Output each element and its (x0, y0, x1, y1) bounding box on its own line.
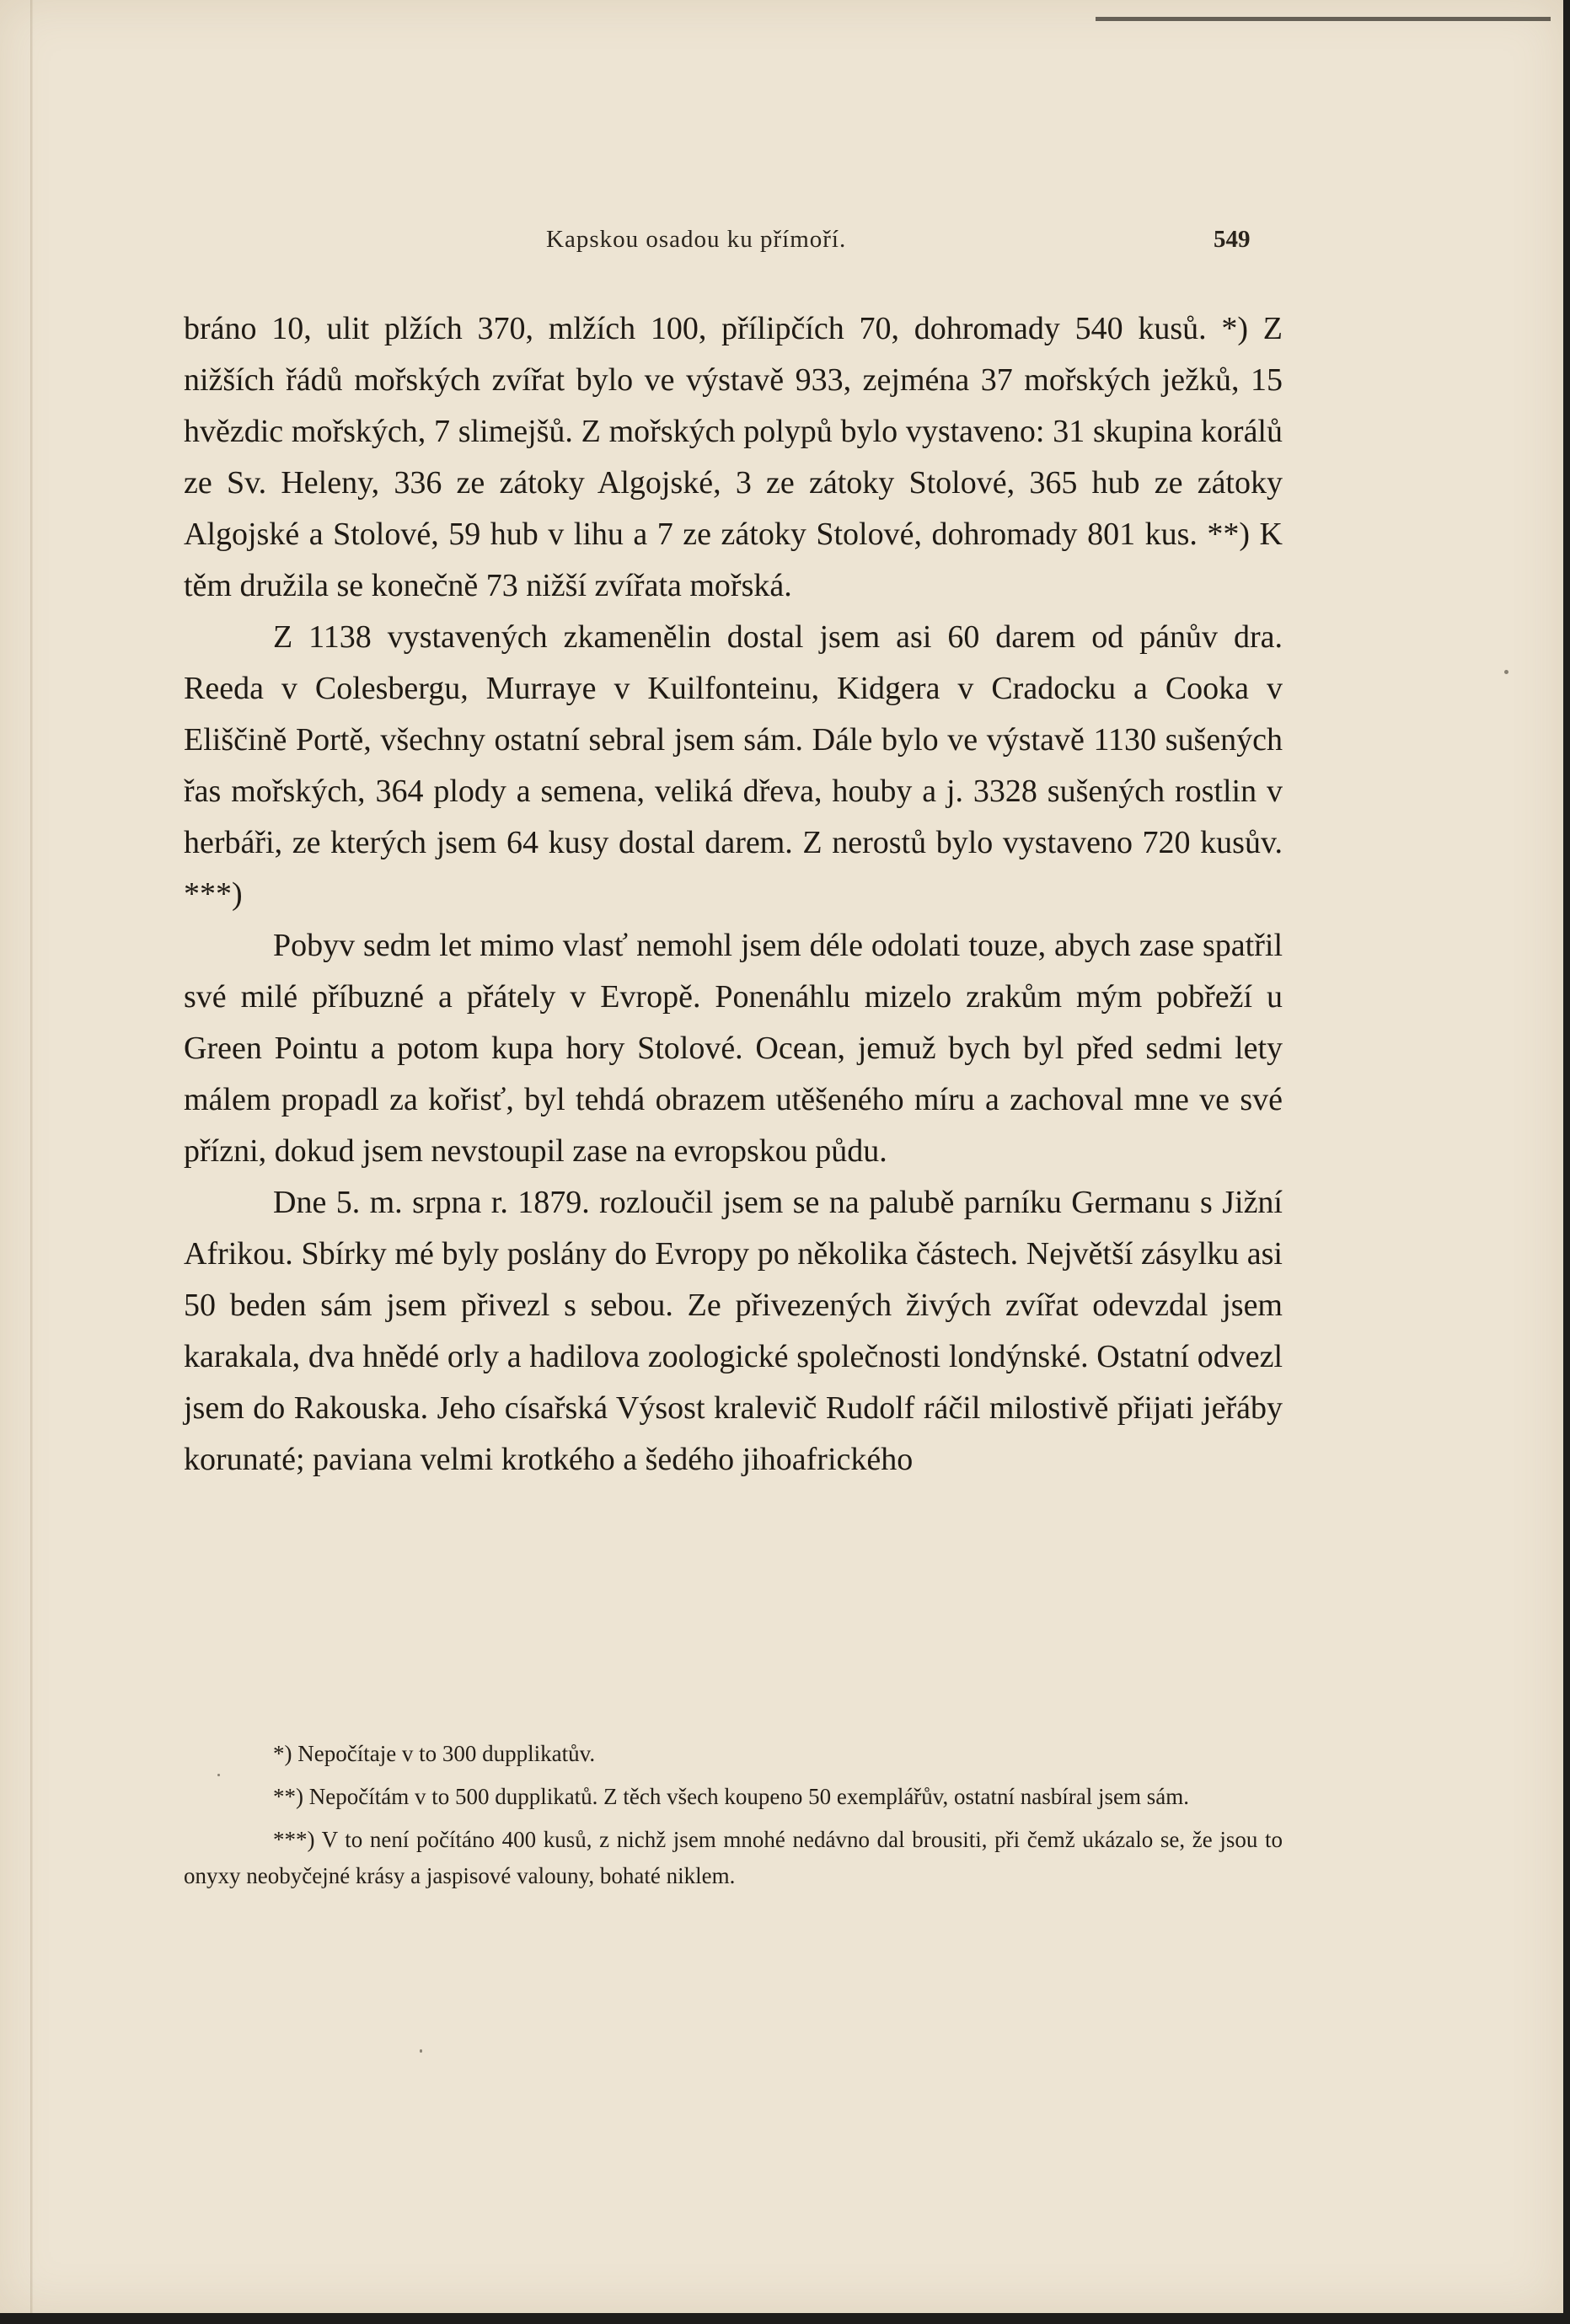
paragraph: Z 1138 vystavených zkamenělin dostal jsem asi 60 darem od pánův dra. Reeda v Colesbergu, Murraye v Kuilfonteinu, Kidgera v Cradocku a Cooka v Eliščině Portě, všechny ostatní sebral jsem sám. Dále bylo ve výstavě 1130 sušených řas mořských, 364 plody a semena, veliká dřeva, houby a j. 3328 sušených rostlin v herbáři, ze kterých jsem 64 kusy dostal darem. Z nerostů bylo vystaveno 720 kusův. ***) (184, 619, 1283, 912)
paper-speck (217, 1774, 220, 1776)
paragraph: Pobyv sedm let mimo vlasť nemohl jsem déle odolati touze, abych zase spatřil své milé příbuzné a přátely v Evropě. Ponenáhlu mizelo zrakům mým pobřeží u Green Pointu a potom kupa hory Stolové. Ocean, jemuž bych byl před sedmi lety málem propadl za kořisť, byl tehdá obrazem utěšeného míru a zachoval mne ve své přízni, dokud jsem nevstoupil zase na evropskou půdu. (184, 928, 1283, 1169)
paper-speck (420, 2049, 422, 2053)
paragraph: bráno 10, ulit plžích 370, mlžích 100, přílipčích 70, dohromady 540 kusů. *) Z nižších řádů mořských zvířat bylo ve výstavě 933, zejména 37 mořských ježků, 15 hvězdic mořských, 7 slimejšů. Z mořských polypů bylo vystaveno: 31 skupina korálů ze Sv. Heleny, 336 ze zátoky Algojské, 3 ze zátoky Stolové, 365 hub ze zátoky Algojské a Stolové, 59 hub v lihu a 7 ze zátoky Stolové, dohromady 801 kus. **) K těm družila se konečně 73 nižší zvířata mořská. (184, 311, 1283, 603)
binding-fold (30, 0, 33, 2313)
paper-speck (1504, 670, 1508, 674)
footnotes (184, 1736, 1283, 1901)
running-head: Kapskou osadou ku přímoří. (546, 226, 847, 253)
paragraph: Dne 5. m. srpna r. 1879. rozloučil jsem se na palubě parníku Germanu s Jižní Afrikou. Sbírky mé byly poslány do Evropy po několika částech. Největší zásylku asi 50 beden sám jsem přivezl s sebou. Ze přivezených živých zvířat odevzdal jsem karakala, dva hnědé orly a hadilova zoologické společnosti londýnské. Ostatní odvezl jsem do Rakouska. Jeho císařská Výsost kralevič Rudolf ráčil milostivě přijati jeřáby korunaté; paviana velmi krotkého a šedého jihoafrického (184, 1185, 1283, 1477)
footnote: **) Nepočítám v to 500 dupplikatů. Z těch všech koupeno 50 exemplářův, ostatní nasbíral jsem sám. (273, 1784, 1190, 1809)
page-number: 549 (1214, 226, 1251, 253)
footnote: *) Nepočítaje v to 300 dupplikatův. (273, 1741, 596, 1766)
footnote: ***) V to není počítáno 400 kusů, z nichž jsem mnohé nedávno dal brousiti, při čemž ukázalo se, že jsou to onyxy neobyčejné krásy a jaspisové valouny, bohaté niklem. (184, 1827, 1283, 1888)
page-edge-mark (1096, 17, 1551, 21)
main-text (184, 303, 1283, 1486)
